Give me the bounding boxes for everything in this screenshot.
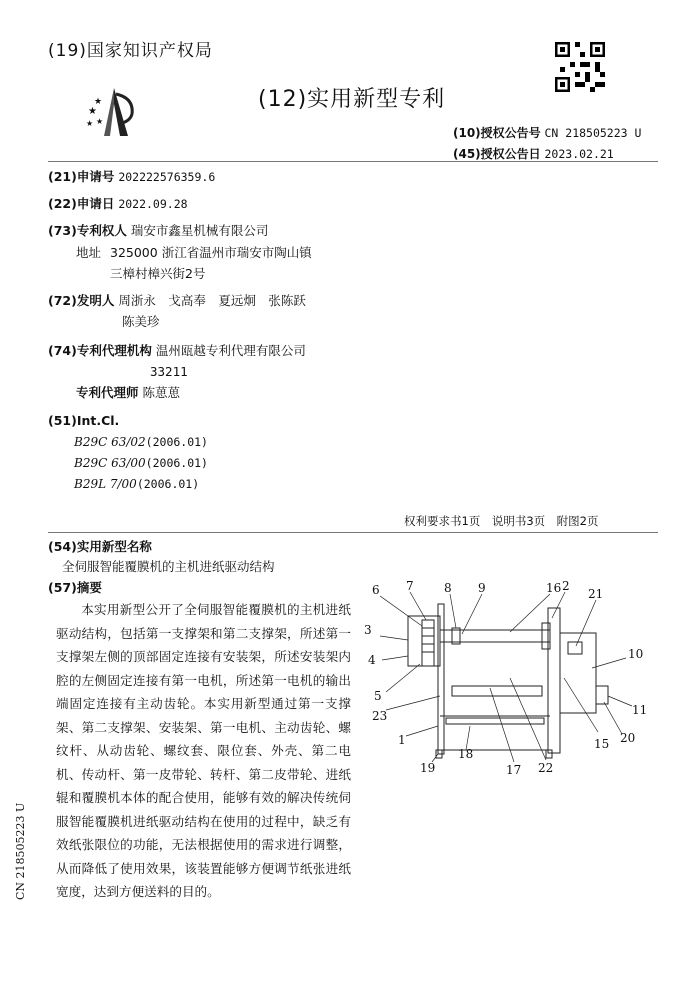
abstract-drawing <box>360 578 660 778</box>
ipc-entry <box>74 474 199 494</box>
address-line-2: 三樟村樟兴街2号 <box>110 266 206 281</box>
patentee: 瑞安市鑫星机械有限公司 <box>130 223 269 238</box>
cnipa-logo-icon <box>84 84 144 140</box>
figure-label: 19 <box>420 761 436 775</box>
ipc-entry <box>74 453 208 473</box>
ipc-year: (2006.01) <box>145 435 208 449</box>
figure-label: 1 <box>398 733 406 747</box>
document-type: (12)实用新型专利 <box>258 87 446 112</box>
inventor-label: (72)发明人 <box>48 293 115 308</box>
figure-label: 8 <box>444 581 452 595</box>
header-divider <box>48 161 658 162</box>
publication-date: 2023.02.21 <box>544 147 614 161</box>
application-number-label: (21)申请号 <box>48 169 115 184</box>
publication-number: CN 218505223 U <box>544 126 642 140</box>
title-label: (54)实用新型名称 <box>48 539 152 554</box>
threaded-rod <box>440 630 550 642</box>
figure-label: 9 <box>478 581 486 595</box>
paper-tray <box>446 718 544 724</box>
page-counts: 权利要求书1页 说明书3页 附图2页 <box>404 514 599 528</box>
figure-label: 6 <box>372 583 380 597</box>
svg-text:★: ★ <box>86 119 94 128</box>
application-date: 2022.09.28 <box>118 197 188 211</box>
svg-text:★: ★ <box>96 117 104 126</box>
ipc-code: B29C 63/00 <box>74 456 146 470</box>
figure-label: 2 <box>562 579 570 593</box>
inventors-line-2: 陈美珍 <box>122 314 160 329</box>
publication-number-label: (10)授权公告号 <box>453 126 541 140</box>
figure-label: 7 <box>406 579 414 593</box>
issuing-office: (19)国家知识产权局 <box>48 41 213 61</box>
utility-model-title: 全伺服智能覆膜机的主机进纸驱动结构 <box>62 559 275 574</box>
figure-label: 3 <box>364 623 372 637</box>
agent-label: 专利代理师 <box>76 385 139 400</box>
motor-housing <box>408 616 440 666</box>
address-label: 地址 <box>76 245 102 260</box>
figure-label: 11 <box>632 703 648 717</box>
figure-label: 17 <box>506 763 522 777</box>
patentee-label: (73)专利权人 <box>48 223 127 238</box>
inventor-row <box>48 291 306 310</box>
figure-label: 16 <box>546 581 562 595</box>
ipc-entry <box>74 432 208 452</box>
agent-row <box>76 383 180 402</box>
abstract-text: 本实用新型公开了全伺服智能覆膜机的主机进纸驱动结构，包括第一支撑架和第二支撑架，所述第一支撑架左侧的顶部固定连接有安装架，所述安装架内腔的左侧固定连接有第一电机，所述第一电机的输出端固定连接有主动齿轮。本实用新型通过第一支撑架、第二支撑架、安装架、第一电机、主动齿轮、螺纹杆、从动齿轮、螺纹套、限位套、外壳、第二电机、传动杆、第一皮带轮、转杆、第二皮带轮、进纸辊和覆膜机本体的配合使用，能够有效的解决传统伺服智能覆膜机进纸驱动结构在使用的过程中，缺乏有效纸张限位的功能，无法根据使用的需求进行调整，从而降低了使用效果，该装置能够方便调节纸张进纸宽度，达到方便送料的目的。 <box>56 602 351 899</box>
application-number-row <box>48 167 215 187</box>
figure-label: 21 <box>588 587 604 601</box>
agent: 陈葸葸 <box>142 385 181 400</box>
laminator-body <box>560 633 596 713</box>
publication-date-row <box>453 145 614 162</box>
figure-label: 10 <box>628 647 644 661</box>
figure-label: 4 <box>368 653 376 667</box>
figure-label: 5 <box>374 689 382 703</box>
ipc-year: (2006.01) <box>145 456 208 470</box>
qr-code-icon <box>555 42 605 92</box>
agency-line-2: 33211 <box>150 364 188 379</box>
ipc-code: B29C 63/02 <box>74 435 146 449</box>
figure-label: 15 <box>594 737 610 751</box>
application-date-label: (22)申请日 <box>48 196 115 211</box>
publication-date-label: (45)授权公告日 <box>453 147 541 161</box>
agency-row <box>48 341 306 360</box>
patentee-row <box>48 221 268 240</box>
ipc-year: (2006.01) <box>136 477 200 491</box>
svg-text:★: ★ <box>94 97 103 107</box>
address-line-1: 325000 浙江省温州市瑞安市陶山镇 <box>110 245 312 260</box>
gear-assembly <box>422 620 434 666</box>
side-publication-code: CN 218505223 U <box>14 802 27 900</box>
ipc-label: (51)Int.Cl. <box>48 413 120 428</box>
application-number: 202222576359.6 <box>118 170 216 184</box>
inventors-line-1: 周浙永 戈高奉 夏远炯 张陈跃 <box>118 293 306 308</box>
figure-label: 18 <box>458 747 474 761</box>
publication-number-row <box>453 124 641 141</box>
svg-text:★: ★ <box>88 106 97 117</box>
application-date-row <box>48 194 188 214</box>
figure-label: 20 <box>620 731 636 745</box>
figure-label: 22 <box>538 761 554 775</box>
agency-label: (74)专利代理机构 <box>48 343 152 358</box>
agency-line-1: 温州瓯越专利代理有限公司 <box>155 343 306 358</box>
ipc-code: B29L 7/00 <box>74 477 137 491</box>
body-divider <box>48 532 658 533</box>
feed-roller <box>452 686 542 696</box>
left-support-frame <box>438 604 444 754</box>
abstract-label: (57)摘要 <box>48 580 102 595</box>
figure-label: 23 <box>372 709 388 723</box>
